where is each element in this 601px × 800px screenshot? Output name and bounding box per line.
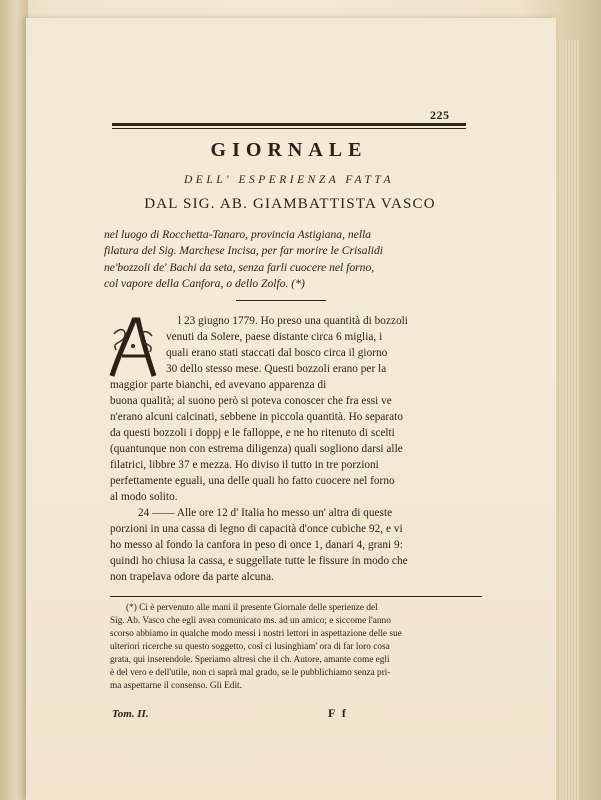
footnote-line: grata, qui inserendole. Speriamo altresì che il ch. Autore, amante come egli bbox=[110, 655, 390, 665]
author-line: DAL SIG. AB. GIAMBATTISTA VASCO bbox=[144, 196, 436, 212]
drop-cap-letter bbox=[108, 316, 158, 380]
body-line: buona qualità; al suono però si poteva conoscer che fra essi ve bbox=[110, 395, 392, 407]
header-rule-thin bbox=[112, 128, 466, 129]
footnote-line: Sig. Ab. Vasco che egli avea comunicato ms. ad un amico; e siccome l'anno bbox=[110, 616, 391, 626]
body-line: porzioni in una cassa di legno di capacità d'once cubiche 92, e vi bbox=[110, 523, 403, 535]
body-line: l 23 giugno 1779. Ho preso una quantità di bozzoli bbox=[178, 315, 408, 327]
footnote-line: (*) Ci è pervenuto alle mani il presente Giornale delle sperienze del bbox=[126, 603, 378, 613]
body-line: perfettamente eguali, una delle quali ho fatto cuocere nel forno bbox=[110, 475, 395, 487]
page-fore-edge bbox=[556, 40, 580, 800]
body-line: quali erano stati staccati dal bosco circa il giorno bbox=[166, 347, 388, 359]
footnote-line: è del vero e dell'utile, non ci saprà mal grado, se le pubblichiamo senza pri- bbox=[110, 668, 391, 678]
footnote-line: ulteriori ricerche su questo soggetto, così ci lusinghiam' ora di far loro cosa bbox=[110, 642, 390, 652]
book-page bbox=[26, 18, 556, 800]
section-divider bbox=[236, 300, 326, 301]
body-line: ho messo al fondo la canfora in peso di once 1, danari 4, grani 9: bbox=[110, 539, 403, 551]
footnote-line: ma aspettarne il consenso. Gli Edit. bbox=[110, 681, 242, 691]
page-number: 225 bbox=[430, 108, 450, 122]
drop-cap-flourish-icon bbox=[108, 316, 158, 380]
signature-mark: F f bbox=[328, 706, 348, 720]
body-line: (quantunque non con estrema diligenza) quali sogliono darsi alle bbox=[110, 443, 403, 455]
body-line: venuti da Solere, paese distante circa 6 miglia, i bbox=[166, 331, 383, 343]
italic-description-line: nel luogo di Rocchetta-Tanaro, provincia Astigiana, nella bbox=[104, 228, 372, 241]
volume-marker: Tom. II. bbox=[112, 708, 149, 720]
page-title: GIORNALE bbox=[210, 139, 368, 161]
body-line: n'erano alcuni calcinati, sebbene in piccola quantità. Ho separato bbox=[110, 411, 403, 423]
body-line: 24 —— Alle ore 12 d' Italia ho messo un' altra di queste bbox=[138, 507, 393, 519]
body-line: non trapelava odore da parte alcuna. bbox=[110, 571, 274, 583]
italic-description-line: col vapore della Canfora, o dello Zolfo. (*) bbox=[104, 277, 305, 290]
body-line: da questi bozzoli i doppj e le falloppe, e ne ho ritenuto di scelti bbox=[110, 427, 395, 439]
footnote-divider bbox=[110, 596, 482, 597]
header-rule-thick bbox=[112, 123, 466, 126]
body-line: quindi ho chiusa la cassa, e suggellate tutte le fissure in modo che bbox=[110, 555, 408, 567]
italic-description-line: filatura del Sig. Marchese Incisa, per far morire le Crisalidi bbox=[104, 244, 383, 257]
body-line: filatrici, libbre 37 e mezza. Ho diviso il tutto in tre porzioni bbox=[110, 459, 379, 471]
body-line: maggior parte bianchi, ed avevano apparenza di bbox=[110, 379, 327, 391]
italic-description-line: ne'bozzoli de' Bachi da seta, senza farli cuocere nel forno, bbox=[104, 261, 375, 274]
book-spine bbox=[0, 0, 28, 800]
body-line: 30 dello stesso mese. Questi bozzoli erano per la bbox=[166, 363, 387, 375]
body-line: al modo solito. bbox=[110, 491, 178, 503]
page-subtitle: DELL' ESPERIENZA FATTA bbox=[183, 174, 395, 186]
footnote-line: scorso abbiamo in qualche modo messi i nostri lettori in aspettazione delle sue bbox=[110, 629, 402, 639]
